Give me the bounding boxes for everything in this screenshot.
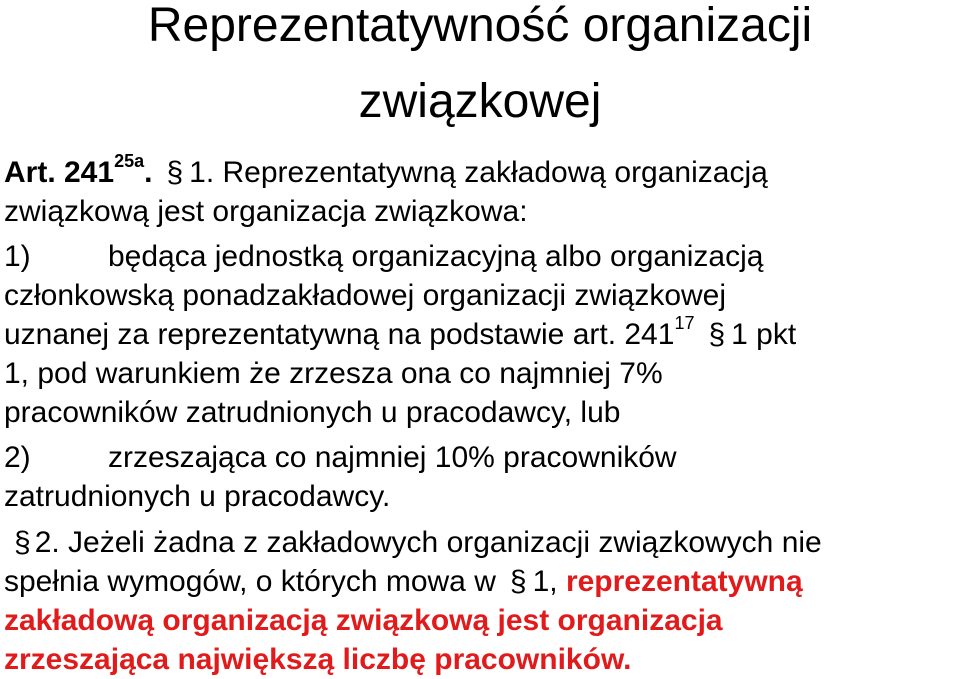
paragraph-2-text-2b: 1, xyxy=(532,565,558,598)
paragraph-2-line-2 xyxy=(4,563,803,601)
paragraph-symbol: § xyxy=(166,156,184,189)
item-1-text-3b: 1 pkt xyxy=(731,318,797,351)
paragraph-1-text: 1. Reprezentatywną zakładową organizacją xyxy=(189,156,768,189)
article-heading-line xyxy=(4,151,768,192)
highlight-text-2: zakładową organizacją związkową jest organizacja xyxy=(4,604,723,637)
item-1-line-4: 1, pod warunkiem że zrzesza ona co najmniej 7% xyxy=(4,357,663,390)
item-1-superscript: 17 xyxy=(674,313,695,333)
item-2-text-1: zrzeszająca co najmniej 10% pracowników xyxy=(108,441,677,474)
paragraph-1-line-2: związkową jest organizacja związkowa: xyxy=(4,195,528,228)
item-1-number: 1) xyxy=(4,240,31,273)
item-1-line-3 xyxy=(4,313,797,354)
item-1-paragraph-symbol: § xyxy=(708,318,726,351)
paragraph-2-line-1 xyxy=(4,524,822,562)
highlight-text-1: reprezentatywną xyxy=(565,565,803,598)
item-2-line-1 xyxy=(4,439,677,477)
item-2-number: 2) xyxy=(4,441,31,474)
article-dot: . xyxy=(144,156,153,189)
slide-title-line-2: związkowej xyxy=(358,75,602,128)
item-1-line-1 xyxy=(4,238,763,276)
item-1-line-2: członkowską ponadzakładowej organizacji związkowej xyxy=(4,279,727,312)
paragraph-2-text-1: 2. Jeżeli żadna z zakładowych organizacji związkowych nie xyxy=(34,526,822,559)
item-1-text-3a: uznanej za reprezentatywną na podstawie art. 241 xyxy=(4,318,675,351)
paragraph-2-text-2a: spełnia wymogów, o których mowa w xyxy=(4,565,496,598)
item-1-text-1: będąca jednostką organizacyjną albo organizacją xyxy=(108,240,764,273)
paragraph-2-inline-symbol: § xyxy=(509,565,527,598)
highlight-text-3: zrzeszająca największą liczbę pracowników. xyxy=(4,643,632,676)
article-prefix: Art. 241 xyxy=(4,156,115,189)
slide-title-line-1: Reprezentatywność organizacji xyxy=(147,0,813,52)
article-superscript: 25a xyxy=(114,151,145,171)
paragraph-2-symbol: § xyxy=(14,526,31,559)
item-1-line-5: pracowników zatrudnionych u pracodawcy, lub xyxy=(4,396,621,429)
item-2-line-2: zatrudnionych u pracodawcy. xyxy=(4,480,391,513)
